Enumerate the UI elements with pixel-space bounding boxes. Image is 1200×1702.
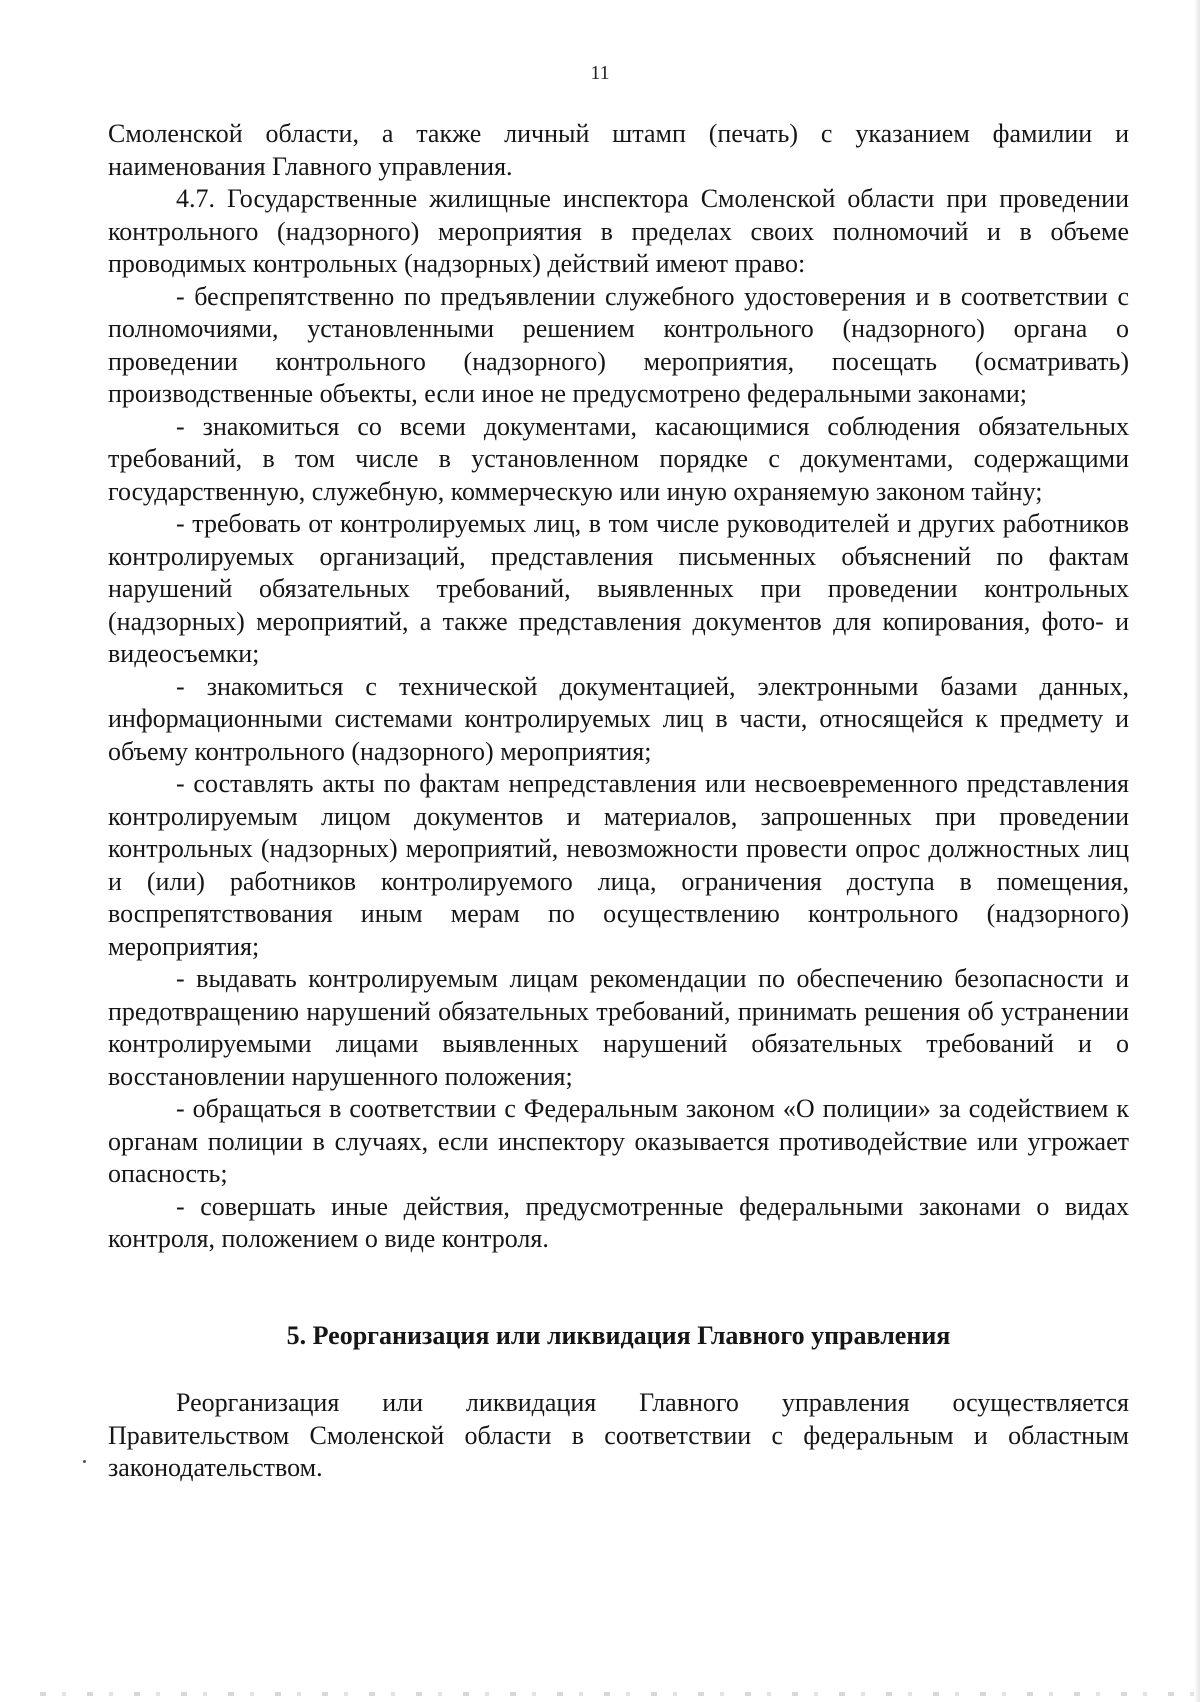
page-number: 11 (590, 62, 610, 84)
list-item-other-actions: - совершать иные действия, предусмотренные федеральными законами о видах контроля, положением о виде контроля. (108, 1191, 1129, 1253)
scan-speck (83, 1460, 86, 1463)
list-item-draw-up-acts: - составлять акты по фактам непредставления или несвоевременного представления контролируемым лицом документов и материалов, запрошенных при проведении контрольных (надзорных) мероприятий, невозможности провести опрос должностных лиц и (или) работников контролируемого лица, ограничения доступа в помещения, воспрепятствования иным мерам по осуществлению контрольного (надзорного) мероприятия; (108, 769, 1129, 961)
list-item-request-explanations: - требовать от контролируемых лиц, в том числе руководителей и других работников контролируемых организаций, представления письменных объяснений по фактам нарушений обязательных требований, выявленных при проведении контрольных (надзорных) мероприятий, а также представления документов для копирования, фото- и видеосъемки; (108, 509, 1129, 668)
scan-edge-noise (40, 1692, 1200, 1696)
sheet-edge (1194, 0, 1200, 1702)
list-item-visit-objects: - беспрепятственно по предъявлении служебного удостоверения и в соответствии с полномочиями, установленными решением контрольного (надзорного) органа о проведении контрольного (надзорного) мероприятия, посещать (осматривать) производственные объекты, если иное не предусмотрено федеральными законами; (108, 281, 1129, 408)
list-item-technical-documentation: - знакомиться с технической документацией, электронными базами данных, информационными системами контролируемых лиц в части, относящейся к предмету и объему контрольного (надзорного) мероприятия; (108, 671, 1129, 766)
list-item-review-documents: - знакомиться со всеми документами, касающимися соблюдения обязательных требований, в том числе в установленном порядке с документами, содержащими государственную, служебную, коммерческую или иную охраняемую законом тайну; (108, 411, 1129, 506)
section-heading: 5. Реорганизация или ликвидация Главного управления (286, 1321, 951, 1350)
list-item-issue-recommendations: - выдавать контролируемым лицам рекомендации по обеспечению безопасности и предотвращению нарушений обязательных требований, принимать решения об устранении контролируемыми лицами выявленных нарушений обязательных требований и о восстановлении нарушенного положения; (108, 964, 1129, 1091)
section-body (108, 1387, 1129, 1485)
paragraph-continuation: Смоленской области, а также личный штамп (печать) с указанием фамилии и наименования Главного управления. (108, 119, 1129, 181)
body-text (108, 118, 1129, 1256)
paragraph-reorganization: Реорганизация или ликвидация Главного управления осуществляется Правительством Смоленской области в соответствии с федеральным и областным законодательством. (108, 1388, 1129, 1482)
paragraph-4-7: 4.7. Государственные жилищные инспектора Смоленской области при проведении контрольного (надзорного) мероприятия в пределах своих полномочий и в объеме проводимых контрольных (надзорных) действий имеют право: (108, 184, 1129, 278)
list-item-police-assistance: - обращаться в соответствии с Федеральным законом «О полиции» за содействием к органам полиции в случаях, если инспектору оказывается противодействие или угрожает опасность; (108, 1094, 1129, 1188)
